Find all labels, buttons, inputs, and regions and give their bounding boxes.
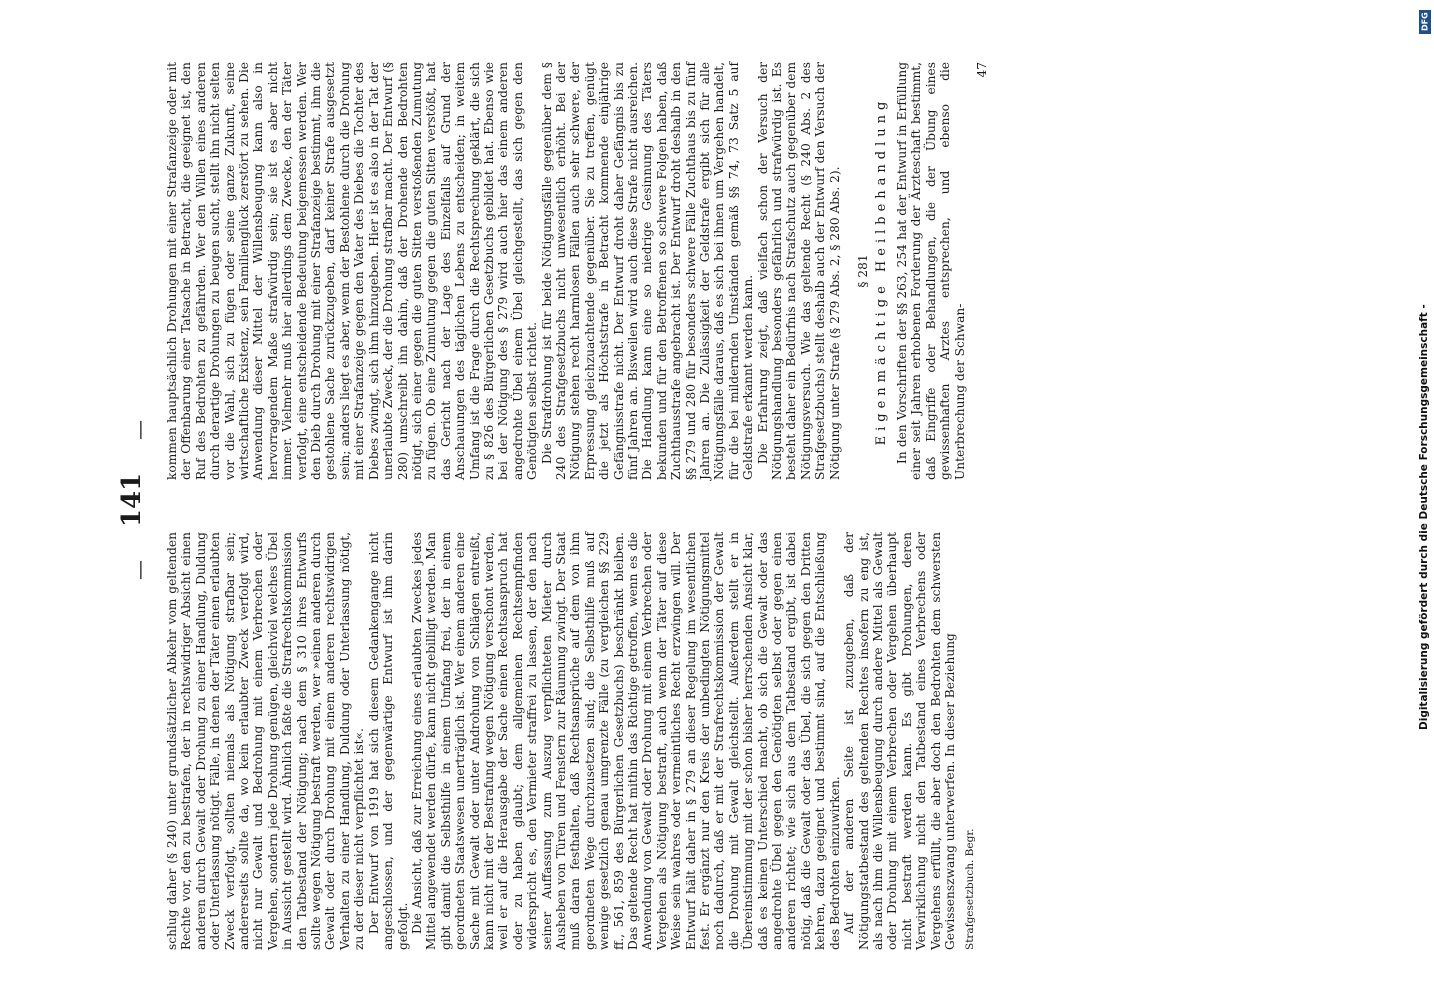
paragraph: kommen hauptsächlich Drohungen mit einer Strafanzeige oder mit der Offenbarung einer Tatsache in Betracht, die geeignet ist, den Ruf des Bedrohten zu gefährden. Wer den Willen eines anderen durch derartige Drohungen zu beugen sucht, stellt ihn nicht selten vor die Wahl, sich zu fügen oder seine ganze Zukunft, seine wirtschaftliche Existenz, sein Familienglück zerstört zu sehen. Die Anwendung dieser Mittel der Willensbeugung kann also in hervorragendem Maße strafwürdig sein; sie ist es aber nicht immer. Vielmehr muß hier allerdings dem Zwecke, den der Täter verfolgt, eine entscheidende Bedeutung beigemessen werden. Wer den Dieb durch Drohung mit einer Strafanzeige bestimmt, ihm die gestohlene Sache zurückzugeben, darf keiner Strafe ausgesetzt sein; anders liegt es aber, wenn der Bestohlene durch die Drohung mit einer Strafanzeige gegen den Vater des Diebes die Tochter des Diebes zwingt, sich ihm hinzugeben. Hier ist es also in der Tat der unerlaubte Zweck, der die Drohung strafbar macht. Der Entwurf (§ 280) umschreibt ihn dahin, daß der Drohende den Bedrohten nötigt, sich einer gegen die guten Sitten verstoßenden Zumutung zu fügen. Ob eine Zumutung gegen die guten Sitten verstößt, hat das Gericht nach der Lage des Einzelfalls auf Grund der Anschauungen des täglichen Lebens zu entscheiden; in weitem Umfang ist die Frage durch die Rechtsprechung geklärt, die sich zu § 826 des Bürgerlichen Gesetzbuchs gebildet hat. Ebenso wie bei der Nötigung des § 279 wird auch hier das einem anderen angedrohte Übel einem Übel gleichgestellt, das sich gegen den Genötigten selbst richtet.: [165, 62, 540, 480]
left-column: [165, 532, 978, 950]
document-page: [117, 50, 1317, 950]
dfg-sidebar: [1416, 0, 1434, 1000]
right-column: [165, 62, 989, 480]
source-note: Strafgesetzbuch. Begr.: [964, 828, 977, 950]
section-title: Eigenmächtige Heilbehandlung: [873, 96, 889, 446]
bottom-page-number: 47: [974, 62, 989, 78]
paragraph: Die Ansicht, daß zur Erreichung eines erlaubten Zweckes jedes Mittel angewendet werden dürfe, kann nicht gebilligt werden. Man gibt damit die Selbsthilfe in einem Umfang frei, der in einem geordneten Staatswesen unerträglich ist. Wer einem anderen eine Sache mit Gewalt oder unter Androhung von Schlägen entreißt, kann nicht mit der Bestrafung wegen Nötigung verschont werden, weil er auf die Herausgabe der Sache einen Rechtsanspruch hat oder zu haben glaubt; dem allgemeinen Rechtsempfinden widerspricht es, den Vermieter straffrei zu lassen, der den nach seiner Auffassung zum Auszug verpflichteten Mieter durch Ausheben von Türen und Fenstern zur Räumung zwingt. Der Staat muß daran festhalten, daß Rechtsansprüche auf dem von ihm geordneten Wege durchzusetzen sind; die Selbsthilfe muß auf wenige gesetzlich genau umgrenzte Fälle (zu vergleichen §§ 229 ff., 561, 859 des Bürgerlichen Gesetzbuchs) beschränkt bleiben. Das geltende Recht hat mithin das Richtige getroffen, wenn es die Anwendung von Gewalt oder Drohung mit einem Verbrechen oder Vergehen als Nötigung bestraft, auch wenn der Täter auf diese Weise sein wahres oder vermeintliches Recht erzwingen will. Der Entwurf hält daher in § 279 an dieser Regelung im wesentlichen fest. Er ergänzt nur den Kreis der unbedingten Nötigungsmittel noch dadurch, daß er mit der Strafrechtskommission der Gewalt die Drohung mit Gewalt gleichstellt. Außerdem stellt er in Übereinstimmung mit der schon bisher herrschenden Ansicht klar, daß es keinen Unterschied macht, ob sich die Gewalt oder das angedrohte Übel gegen den Genötigten selbst oder gegen einen anderen richtet; wie sich aus dem Tatbestand ergibt, ist dabei nötig, daß die Gewalt oder das Übel, die sich gegen den Dritten kehren, dazu geeignet und bestimmt sind, auf die Entschließung des Bedrohten einzuwirken.: [409, 532, 842, 950]
header-dash-left: —: [127, 560, 151, 580]
page-number: 141: [117, 472, 147, 528]
paragraph: schlug daher (§ 240) unter grundsätzlicher Abkehr vom geltenden Rechte vor, den zu bestrafen, der in rechtswidriger Absicht einen anderen durch Gewalt oder Drohung zu einer Handlung, Duldung oder Unterlassung nötigt. Fälle, in denen der Täter einen erlaubten Zweck verfolgt, sollten niemals als Nötigung strafbar sein; andererseits sollte da, wo kein erlaubter Zweck verfolgt wird, nicht nur Gewalt und Bedrohung mit einem Verbrechen oder Vergehen, sondern jede Drohung genügen, gleichviel welches Übel in Aussicht gestellt wird. Ähnlich faßte die Strafrechtskommission den Tatbestand der Nötigung; nach dem § 310 ihres Entwurfs sollte wegen Nötigung bestraft werden, wer »einen anderen durch Gewalt oder durch Drohung mit einem anderen rechtswidrigen Verhalten zu einer Handlung, Duldung oder Unterlassung nötigt, zu der dieser nicht verpflichtet ist«.: [165, 532, 367, 950]
paragraph: Auf der anderen Seite ist zuzugeben, daß der Nötigungstatbestand des geltenden Rechtes insofern zu eng ist, als nach ihm die Willensbeugung durch andere Mittel als Gewalt oder Drohung mit einem Verbrechen oder Vergehen überhaupt nicht bestraft werden kann. Es gibt Drohungen, deren Verwirklichung nicht den Tatbestand eines Verbrechens oder Vergehens erfüllt, die aber doch den Bedrohten dem schwersten Gewissenszwang unterwerfen. In dieser Beziehung: [842, 532, 957, 950]
page-header: [117, 50, 157, 950]
paragraph: In den Vorschriften der §§ 263, 254 hat der Entwurf in Erfüllung einer seit Jahren erhobenen Forderung der Ärzteschaft bestimmt, daß Eingriffe oder Behandlungen, die der Übung eines gewissenhaften Arztes entsprechen, und ebenso die Unterbrechung der Schwan-: [894, 62, 967, 480]
digitization-credit: Digitalisierung gefördert durch die Deutsche Forschungsgemeinschaft -: [1418, 304, 1430, 730]
paragraph: Die Strafdrohung ist für beide Nötigungsfälle gegenüber dem § 240 des Strafgesetzbuchs nicht unwesentlich erhöht. Bei der Nötigung stehen recht harmlosen Fällen auch sehr schwere, der Erpressung gleichzuachtende gegenüber. Sie zu treffen, genügt die jetzt als Höchststrafe in Betracht kommende einjährige Gefängnisstrafe nicht. Der Entwurf droht daher Gefängnis bis zu fünf Jahren an. Bisweilen wird auch diese Strafe nicht ausreichen. Die Handlung kann eine so niedrige Gesinnung des Täters bekunden und für den Betroffenen so schwere Folgen haben, daß Zuchthausstrafe angebracht ist. Der Entwurf droht deshalb in den §§ 279 und 280 für besonders schwere Fälle Zuchthaus bis zu fünf Jahren an. Die Zulässigkeit der Geldstrafe ergibt sich für alle Nötigungsfälle daraus, daß es sich bei ihnen um Vergehen handelt, für die bei mildernden Umständen gemäß §§ 74, 73 Satz 5 auf Geldstrafe erkannt werden kann.: [539, 62, 756, 480]
dfg-logo: DFG: [1419, 10, 1431, 34]
section-number: § 281: [856, 254, 871, 288]
paragraph: Die Erfahrung zeigt, daß vielfach schon der Versuch der Nötigungshandlung besonders gefährlich und strafwürdig ist. Es besteht daher ein Bedürfnis nach Strafschutz auch gegenüber dem Nötigungsversuch. Wie das geltende Recht (§ 240 Abs. 2 des Strafgesetzbuchs) stellt deshalb auch der Entwurf den Versuch der Nötigung unter Strafe (§ 279 Abs. 2, § 280 Abs. 2).: [755, 62, 842, 480]
header-dash-right: —: [127, 420, 151, 440]
paragraph: Der Entwurf von 1919 hat sich diesem Gedankengange nicht angeschlossen, und der gegenwärtige Entwurf ist ihm darin gefolgt.: [366, 532, 410, 950]
